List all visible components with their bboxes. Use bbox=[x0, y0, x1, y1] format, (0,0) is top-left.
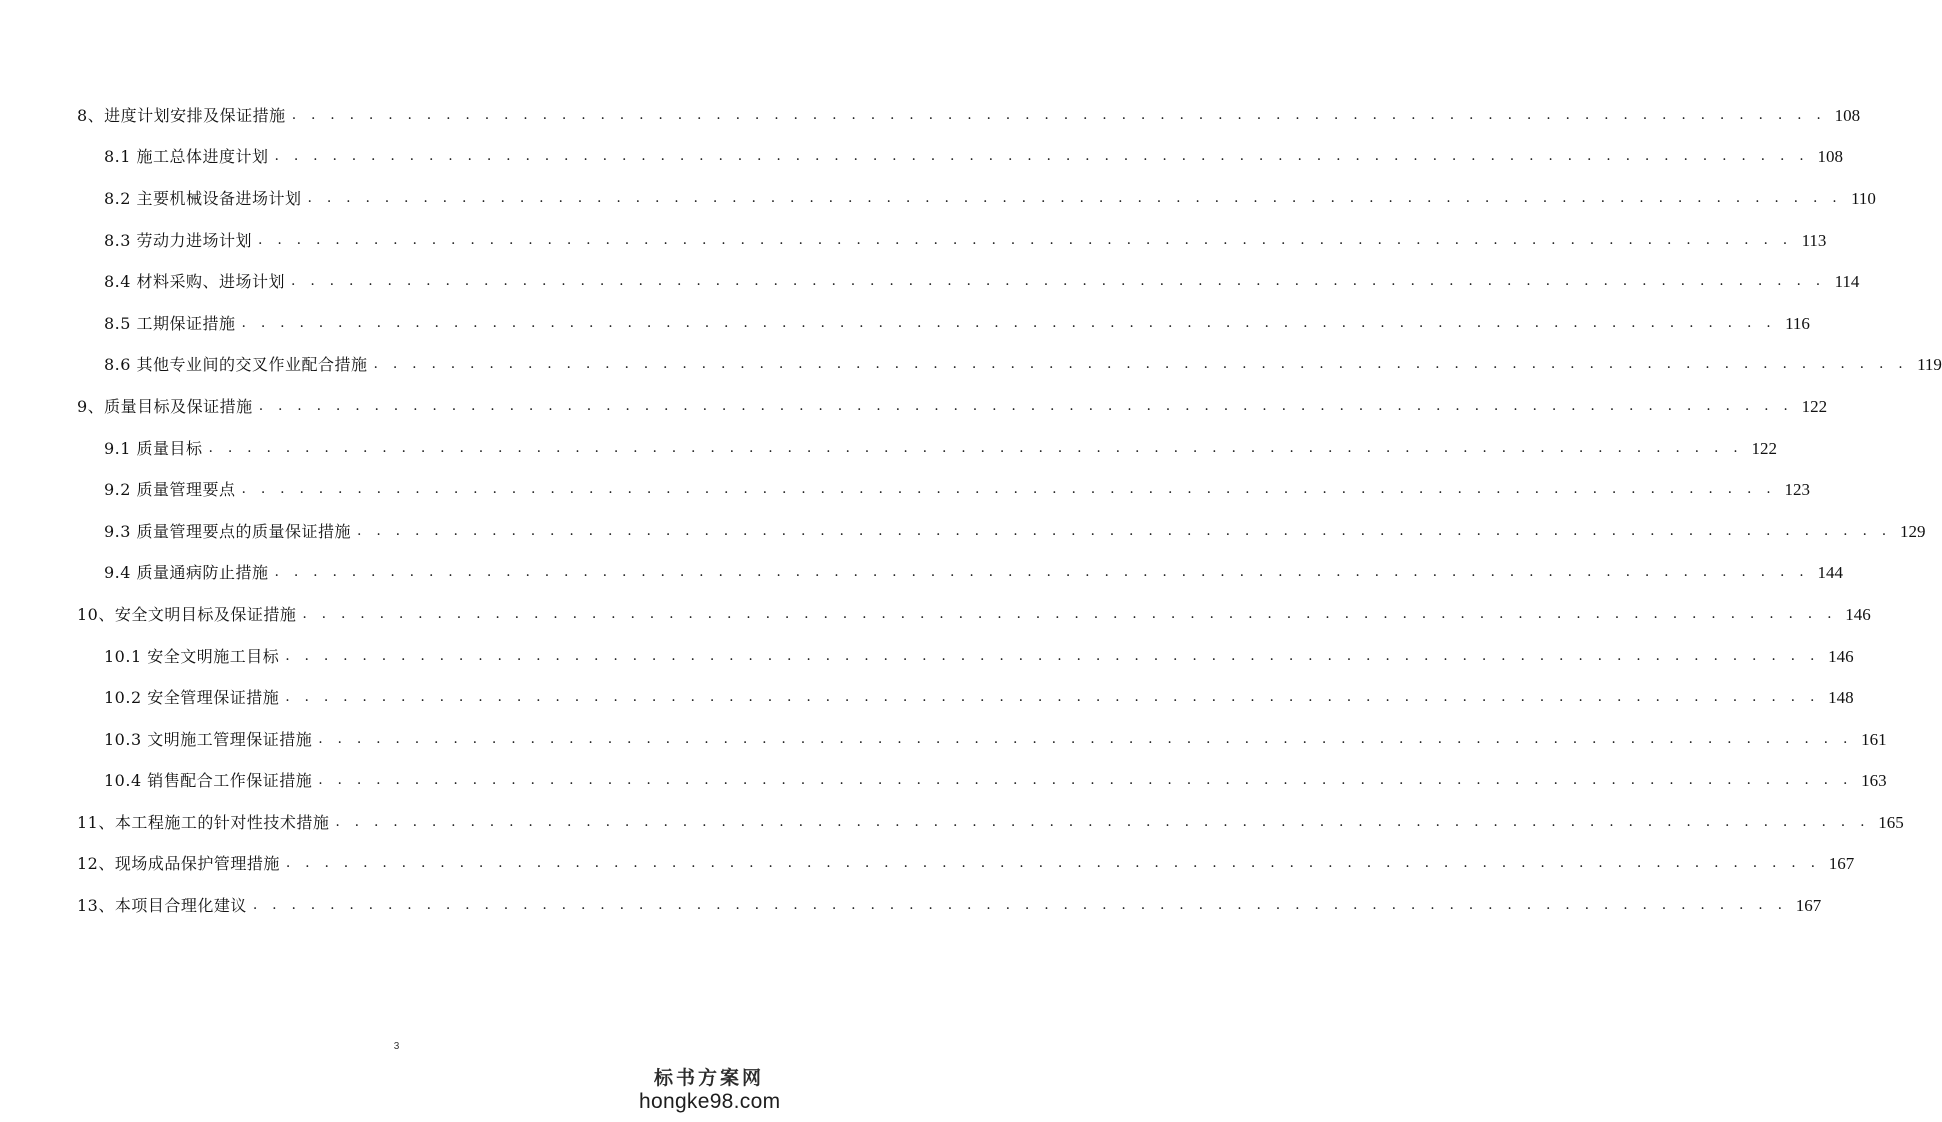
toc-dot-leader: . . . . . . . . . . . . . . . . . . . . . . . . . . . . . . . . . . . . . . . . . . . . . . . . . . . . . . . . . . . . . . . . . . . . . . . . . . . . . . . . bbox=[318, 772, 1853, 789]
toc-entry[interactable] bbox=[0, 428, 1777, 470]
toc-entry-title: 9.1 质量目标 bbox=[104, 438, 203, 458]
toc-entry-page-number: 146 bbox=[1845, 604, 1871, 624]
toc-dot-leader: . . . . . . . . . . . . . . . . . . . . . . . . . . . . . . . . . . . . . . . . . . . . . . . . . . . . . . . . . . . . . . . . . . . . . . . . . . . . . . . . bbox=[357, 522, 1892, 539]
toc-entry-title: 8.1 施工总体进度计划 bbox=[104, 147, 269, 167]
watermark-site-name: 标书方案网 bbox=[653, 1067, 764, 1089]
toc-entry-title: 8.6 其他专业间的交叉作业配合措施 bbox=[104, 355, 368, 375]
toc-entry-title: 11、本工程施工的针对性技术措施 bbox=[77, 812, 330, 832]
watermark-url: hongke98.com bbox=[639, 1090, 781, 1113]
toc-entry-page-number: 167 bbox=[1828, 854, 1855, 874]
toc-entry-page-number: 167 bbox=[1795, 896, 1822, 916]
toc-entry[interactable] bbox=[0, 761, 1887, 803]
toc-dot-leader: . . . . . . . . . . . . . . . . . . . . . . . . . . . . . . . . . . . . . . . . . . . . . . . . . . . . . . . . . . . . . . . . . . . . . . . . . . . . . . . . bbox=[285, 647, 1820, 664]
toc-entry-page-number: 108 bbox=[1817, 147, 1843, 167]
toc-entry-page-number: 165 bbox=[1878, 812, 1904, 832]
toc-entry-title: 10.1 安全文明施工目标 bbox=[104, 646, 280, 666]
toc-entry-page-number: 146 bbox=[1828, 646, 1854, 666]
toc-entry-page-number: 129 bbox=[1899, 521, 1926, 541]
toc-entry-page-number: 113 bbox=[1801, 230, 1827, 250]
toc-entry-page-number: 163 bbox=[1861, 771, 1887, 791]
toc-entry[interactable] bbox=[0, 261, 1860, 303]
toc-entry-page-number: 122 bbox=[1751, 438, 1777, 458]
toc-entry-title: 8.5 工期保证措施 bbox=[104, 313, 236, 333]
toc-entry[interactable] bbox=[0, 137, 1843, 179]
toc-dot-leader: . . . . . . . . . . . . . . . . . . . . . . . . . . . . . . . . . . . . . . . . . . . . . . . . . . . . . . . . . . . . . . . . . . . . . . . . . . . . . . . . bbox=[291, 106, 1827, 123]
toc-entry-title: 10.3 文明施工管理保证措施 bbox=[104, 729, 313, 749]
toc-dot-leader: . . . . . . . . . . . . . . . . . . . . . . . . . . . . . . . . . . . . . . . . . . . . . . . . . . . . . . . . . . . . . . . . . . . . . . . . . . . . . . . . bbox=[318, 730, 1853, 747]
toc-entry-title: 8.4 材料采购、进场计划 bbox=[104, 272, 286, 292]
toc-entry-title: 8.3 劳动力进场计划 bbox=[104, 230, 253, 250]
toc-entry-page-number: 119 bbox=[1917, 355, 1942, 375]
toc-entry-title: 10.2 安全管理保证措施 bbox=[104, 688, 280, 708]
toc-entry-title: 13、本项目合理化建议 bbox=[77, 896, 247, 916]
toc-entry-page-number: 123 bbox=[1784, 480, 1810, 500]
toc-entry[interactable] bbox=[0, 345, 1942, 387]
toc-entry[interactable] bbox=[0, 511, 1926, 553]
toc-dot-leader: . . . . . . . . . . . . . . . . . . . . . . . . . . . . . . . . . . . . . . . . . . . . . . . . . . . . . . . . . . . . . . . . . . . . . . . . . . . . . . . . bbox=[285, 855, 1821, 872]
toc-dot-leader: . . . . . . . . . . . . . . . . . . . . . . . . . . . . . . . . . . . . . . . . . . . . . . . . . . . . . . . . . . . . . . . . . . . . . . . . . . . . . . . . bbox=[274, 564, 1809, 581]
toc-entry-title: 9.3 质量管理要点的质量保证措施 bbox=[104, 521, 352, 541]
toc-entry[interactable] bbox=[0, 553, 1843, 595]
toc-entry-page-number: 144 bbox=[1817, 563, 1843, 583]
toc-entry-page-number: 114 bbox=[1834, 272, 1860, 292]
page-number: 3 bbox=[393, 1041, 400, 1052]
toc-entry[interactable] bbox=[0, 95, 1861, 137]
toc-entry[interactable] bbox=[0, 885, 1822, 927]
toc-entry-title: 10.4 销售配合工作保证措施 bbox=[104, 771, 313, 791]
toc-entry-title: 9.4 质量通病防止措施 bbox=[104, 563, 269, 583]
toc-dot-leader: . . . . . . . . . . . . . . . . . . . . . . . . . . . . . . . . . . . . . . . . . . . . . . . . . . . . . . . . . . . . . . . . . . . . . . . . . . . . . . . . bbox=[335, 813, 1870, 830]
toc-entry[interactable] bbox=[0, 677, 1854, 719]
toc-entry[interactable] bbox=[0, 594, 1871, 636]
table-of-contents bbox=[0, 95, 1942, 927]
toc-dot-leader: . . . . . . . . . . . . . . . . . . . . . . . . . . . . . . . . . . . . . . . . . . . . . . . . . . . . . . . . . . . . . . . . . . . . . . . . . . . . . . . . bbox=[285, 689, 1820, 706]
toc-entry[interactable] bbox=[0, 386, 1828, 428]
toc-entry[interactable] bbox=[0, 178, 1876, 220]
toc-dot-leader: . . . . . . . . . . . . . . . . . . . . . . . . . . . . . . . . . . . . . . . . . . . . . . . . . . . . . . . . . . . . . . . . . . . . . . . . . . . . . . . . bbox=[208, 439, 1743, 456]
toc-dot-leader: . . . . . . . . . . . . . . . . . . . . . . . . . . . . . . . . . . . . . . . . . . . . . . . . . . . . . . . . . . . . . . . . . . . . . . . . . . . . . . . . bbox=[252, 897, 1788, 914]
toc-entry[interactable] bbox=[0, 636, 1854, 678]
toc-entry[interactable] bbox=[0, 469, 1810, 511]
toc-entry[interactable] bbox=[0, 802, 1904, 844]
toc-entry-page-number: 122 bbox=[1801, 396, 1828, 416]
toc-dot-leader: . . . . . . . . . . . . . . . . . . . . . . . . . . . . . . . . . . . . . . . . . . . . . . . . . . . . . . . . . . . . . . . . . . . . . . . . . . . . . . . . bbox=[258, 397, 1794, 414]
toc-entry-title: 9.2 质量管理要点 bbox=[104, 480, 236, 500]
toc-entry-title: 10、安全文明目标及保证措施 bbox=[77, 604, 297, 624]
toc-entry-page-number: 110 bbox=[1851, 188, 1876, 208]
toc-entry[interactable] bbox=[0, 844, 1855, 886]
toc-dot-leader: . . . . . . . . . . . . . . . . . . . . . . . . . . . . . . . . . . . . . . . . . . . . . . . . . . . . . . . . . . . . . . . . . . . . . . . . . . . . . . . . bbox=[241, 481, 1776, 498]
toc-entry-page-number: 108 bbox=[1834, 105, 1861, 125]
toc-entry[interactable] bbox=[0, 303, 1810, 345]
toc-dot-leader: . . . . . . . . . . . . . . . . . . . . . . . . . . . . . . . . . . . . . . . . . . . . . . . . . . . . . . . . . . . . . . . . . . . . . . . . . . . . . . . . bbox=[241, 314, 1776, 331]
toc-entry-title: 9、质量目标及保证措施 bbox=[77, 396, 253, 416]
toc-entry-page-number: 116 bbox=[1785, 313, 1810, 333]
toc-entry-title: 12、现场成品保护管理措施 bbox=[77, 854, 280, 874]
toc-entry-title: 8、进度计划安排及保证措施 bbox=[77, 105, 286, 125]
toc-entry-page-number: 148 bbox=[1828, 688, 1854, 708]
toc-dot-leader: . . . . . . . . . . . . . . . . . . . . . . . . . . . . . . . . . . . . . . . . . . . . . . . . . . . . . . . . . . . . . . . . . . . . . . . . . . . . . . . . bbox=[258, 231, 1793, 248]
toc-entry[interactable] bbox=[0, 719, 1887, 761]
toc-dot-leader: . . . . . . . . . . . . . . . . . . . . . . . . . . . . . . . . . . . . . . . . . . . . . . . . . . . . . . . . . . . . . . . . . . . . . . . . . . . . . . . . bbox=[373, 356, 1908, 373]
toc-dot-leader: . . . . . . . . . . . . . . . . . . . . . . . . . . . . . . . . . . . . . . . . . . . . . . . . . . . . . . . . . . . . . . . . . . . . . . . . . . . . . . . . bbox=[274, 148, 1809, 165]
toc-entry-page-number: 161 bbox=[1861, 729, 1887, 749]
toc-entry[interactable] bbox=[0, 220, 1827, 262]
toc-dot-leader: . . . . . . . . . . . . . . . . . . . . . . . . . . . . . . . . . . . . . . . . . . . . . . . . . . . . . . . . . . . . . . . . . . . . . . . . . . . . . . . . bbox=[307, 189, 1842, 206]
toc-dot-leader: . . . . . . . . . . . . . . . . . . . . . . . . . . . . . . . . . . . . . . . . . . . . . . . . . . . . . . . . . . . . . . . . . . . . . . . . . . . . . . . . bbox=[291, 273, 1826, 290]
toc-dot-leader: . . . . . . . . . . . . . . . . . . . . . . . . . . . . . . . . . . . . . . . . . . . . . . . . . . . . . . . . . . . . . . . . . . . . . . . . . . . . . . . . bbox=[302, 605, 1837, 622]
watermark-logo bbox=[639, 1066, 779, 1114]
toc-entry-title: 8.2 主要机械设备进场计划 bbox=[104, 188, 302, 208]
